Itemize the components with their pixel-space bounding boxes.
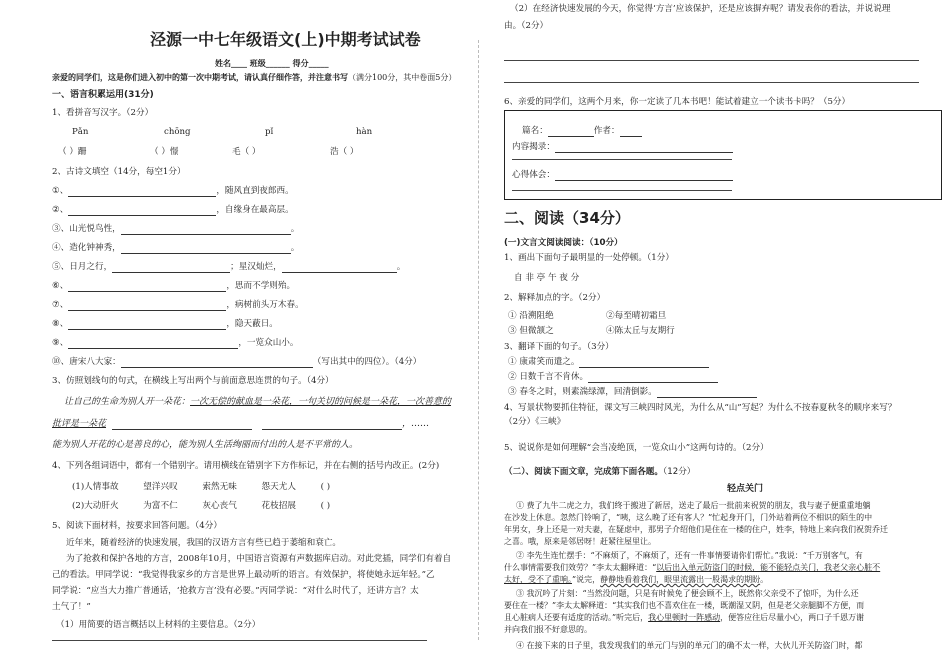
card-line[interactable] [512,159,732,160]
poem-prefix: ⑨、 [52,338,69,348]
section-2-heading: 二、阅读（34分） [504,209,630,227]
subsection-1-heading: (一)文言文阅读阅读：（10分） [504,238,623,248]
q1-word-4: 浩（ ） [330,147,359,157]
question-4: 4、下列各组词语中，都有一个错别字。请用横线在错别字下方作标记，并在右侧的括号内改正。(2分) [52,461,440,471]
q5-paragraph-3: 己的看法。甲同学说：“我觉得我家乡的方言是世界上最动听的语言。有效保护，将使她永远年轻。”乙 [52,570,435,580]
story-para-1a: ① 费了九牛二虎之力，我们终于搬进了新居，送走了最后一批前来祝贺的朋友，我与妻子便重重地躺 [516,501,871,510]
poem-line-5 [52,262,405,273]
right-column [490,0,950,671]
pinyin-3: pǐ [265,127,274,137]
answer-blank[interactable] [588,373,718,383]
r3-sentence: ② 日数千言不肯休。 [508,372,589,382]
sub2-points: （12分） [662,467,696,477]
card-content-label: 内容揭录： [512,142,555,152]
reading-q1-sentence: 自 非 亭 午 夜 分 [514,273,580,283]
para3c-text: 且心脏病人还要有适度的活动。”听完后， [504,613,649,622]
reading-q4-line-2: （2分）《三峡》 [504,417,566,427]
poem-line-2 [52,205,294,216]
word: 花枝招展 [261,501,296,511]
q5-sub-2-line-1: （2）在经济快速发展的今天，你觉得‘方言’应该保护，还是应该摒弃呢？请发表你的看法，并说说理 [510,4,891,14]
answer-blank[interactable] [282,263,397,273]
poem-line-4 [52,243,299,254]
answer-blank[interactable] [68,301,226,311]
card-book-label: 篇名： [522,126,548,136]
poem-text: ；星汉灿烂， [230,262,282,272]
q3-sentence-1 [64,397,451,408]
poem-prefix: ⑤、日月之行， [52,262,113,272]
card-author-label: 作者： [593,126,620,136]
answer-blank[interactable] [68,187,216,197]
book-field[interactable] [548,127,594,137]
answer-blank[interactable] [112,263,230,273]
answer-line[interactable] [504,60,919,61]
para2b-underlined: 以后出入单元防盗门的时候，能不能轻点关门，我老父亲心脏不 [656,563,881,572]
reading-q3: 3、翻译下面的句子。（3分） [504,342,614,352]
student-info: 姓名____ 班级______ 得分_____ [215,59,329,68]
card-row-3 [512,170,733,181]
poem-prefix: ⑥、 [52,281,69,291]
q1-word-1: （ ）跚 [58,147,87,157]
reading-q1: 1、画出下面句子最明显的一处停顿。（1分） [504,253,674,263]
q3-sentence-2 [52,419,429,430]
poem-line-8 [52,319,278,330]
q5-paragraph-5: 土气了！” [52,602,91,612]
pinyin-2: chōng [164,127,191,137]
reading-q2: 2、解释加点的字。（2分） [504,293,606,303]
reading-card [504,110,942,200]
q3-underlined-2: 批评是一朵花 [52,419,107,429]
q3-lead: 让自己的生命为别人开一朵花： [64,397,191,407]
r3-item-2 [508,372,718,383]
answer-blank[interactable] [657,388,757,398]
story-para-3d: 并向我们报不好意思的。 [504,625,592,634]
poem-text: ，隐天蔽日。 [226,319,278,329]
para2c-wavy: 静静地看着我们，眼里流露出一股渴求的期盼 [600,575,761,584]
question-6: 6、亲爱的同学们，这两个月来，你一定读了几本书吧！能试着建立一个读书卡吗？（5分） [504,97,851,107]
para3c-tail: ，便答应往后尽量小心，两口子千恩万谢 [720,613,865,622]
answer-blank[interactable] [68,339,238,349]
para2c-end: 。 [760,575,769,584]
section-1-heading: 一、语言积累运用(31分) [52,90,154,100]
story-title: 轻点关门 [727,484,764,494]
card-line[interactable] [512,190,732,191]
poem-prefix: ②、 [52,205,69,215]
pinyin-4: hàn [356,127,373,137]
pinyin-1: Pǎn [72,127,89,137]
answer-line[interactable] [52,640,427,641]
column-divider [478,40,479,640]
intro-note: （满分100分，其中卷面5分） [348,73,457,82]
reading-q4-line-1: 4、写景状物要抓住特征，课文写三峡四时风光，为什么从“山”写起？为什么不按春夏秋冬的顺序来写？ [504,403,897,413]
poem-text: ，随风直到夜郎西。 [216,186,294,196]
q4-row-1 [72,482,330,493]
q5-paragraph-2: 为了抢救和保护各地的方言，2008年10月，中国语言资源有声数据库启动。对此党插，同学们有着自 [66,554,452,564]
para2b-text: 什么事情需要我们效劳？”李太太翻释道：“ [504,563,657,572]
poem-line-10 [52,357,421,368]
r2-item-3: ③ 但微颔之 [508,326,554,336]
reading-q5: 5、说说你是如何理解“会当凌绝顶，一览众山小”这两句诗的。（2分） [504,443,769,453]
r3-sentence: ① 康肃笑而遣之。 [508,357,580,367]
word: (1)人情事故 [72,482,119,492]
poem-line-1 [52,186,294,197]
story-para-1c: 年男女，身上还是一对夫妻，在疑虑中，那男子介绍他们是住在一楼的住户，姓李，特地上来向我们祝贺乔迁 [504,525,888,534]
left-column [0,0,470,671]
answer-blank[interactable] [112,420,252,430]
story-para-2c [504,574,768,585]
content-field[interactable] [555,143,733,153]
q3-sentence-3: 能为别人开花的心是善良的心，能为别人生活绚丽而付出的人是不平常的人。 [52,440,359,450]
feel-field[interactable] [555,171,733,181]
r2-item-1: ① 沿溯阻绝 [508,311,554,321]
answer-blank[interactable] [121,244,291,254]
intro-text: 亲爱的同学们，这是你们进入初中的第一次中期考试，请认真仔细作答，并注意书写 [52,72,348,82]
para2c-underlined: 太好，受不了重响。 [504,575,572,584]
q1-word-3: 毛（ ） [232,147,261,157]
answer-bracket[interactable]: ( ) [320,501,331,511]
intro [52,72,456,83]
r3-sentence: ③ 春冬之时，则素湍绿潭，回清倒影。 [508,387,657,397]
r2-item-2: ②每至晴初霜旦 [606,311,667,321]
answer-blank[interactable] [121,225,291,235]
r3-item-3 [508,387,757,398]
poem-prefix: ⑧、 [52,319,69,329]
poem-line-7 [52,300,304,311]
card-feel-label: 心得体会： [512,170,555,180]
story-para-2a: ② 李先生连忙摆手：“不麻烦了，不麻烦了，还有一件事情要请你们帮忙。”我说：“千万别客气，有 [516,551,863,560]
poem-prefix: ③、山光悦鸟性， [52,224,121,234]
r2-item-4: ④陈太丘与友期行 [606,326,675,336]
poem-text: ，思而不学则殆。 [226,281,296,291]
poem-line-6 [52,281,295,292]
poem-text: （写出其中的四位）。（4分） [312,357,422,367]
answer-blank[interactable] [121,358,313,368]
poem-line-9 [52,338,298,349]
word: 望洋兴叹 [143,482,178,492]
story-para-1d: 之喜。哦，原来是邻居呀！赶紧往屋里让。 [504,537,656,546]
story-para-4: ④ 在接下来的日子里，我发现我们的单元门与别的单元门的确不太一样，大伙儿开关防盗门时，都 [516,641,863,650]
q3-underlined: 一次无偿的献血是一朵花，一句关切的问候是一朵花，一次善意的 [190,397,452,407]
poem-text: ，一览众山小。 [238,338,299,348]
answer-blank[interactable] [262,420,402,430]
story-para-3b: 要住在一楼？”李太太解释道：“其实我们也不喜欢住在一楼，既潮湿又阴，但是老父亲腿脚不方便，而 [504,601,865,610]
poem-prefix: ⑩、唐宋八大家： [52,357,121,367]
poem-text: ，病树前头万木春。 [226,300,304,310]
q5-sub-1: （1）用简要的语言概括以上材料的主要信息。（2分） [56,620,261,630]
answer-blank[interactable] [579,358,709,368]
answer-blank[interactable] [68,206,216,216]
word: 索然无味 [202,482,237,492]
word: 为富不仁 [143,501,178,511]
q4-row-2 [72,501,330,512]
poem-prefix: ④、造化钟神秀， [52,243,121,253]
story-para-3a: ③ 我沉吟了片刻：“当然没问题，只是有时候免了便会顾不上，既然你父亲受不了惊吓，为什么还 [516,589,859,598]
para2c-text: ”说完， [572,575,601,584]
card-row-2 [512,142,733,153]
story-para-3c [504,612,864,623]
story-para-2b [504,562,880,573]
poem-text: 。 [290,224,300,234]
question-3: 3、仿照划线句的句式，在横线上写出两个与前面意思连贯的句子。（4分） [52,376,334,386]
q3-ellipsis: ，…… [402,419,430,429]
word: 灰心丧气 [202,501,237,511]
answer-bracket[interactable]: ( ) [320,482,331,492]
poem-line-3 [52,224,299,235]
poem-text: 。 [396,262,406,272]
q5-paragraph-4: 同学说：“应当大力推广普通话，‘抢救方言’没有必要。”丙同学说：“对什么时代了，还讲方言？太 [52,586,419,596]
word: (2)大动肝火 [72,501,119,511]
question-5: 5、阅读下面材料，按要求回答问题。（4分） [52,521,222,531]
author-field[interactable] [620,127,642,137]
word: 怨天尤人 [261,482,296,492]
exam-title: 泾源一中七年级语文(上)中期考试试卷 [150,30,421,49]
story-para-1b: 在沙发上休息。忽然门铃响了，“咦，这么晚了还有客人？”忙起身开门，门外站着两位不相识的陌生的中 [504,513,873,522]
answer-line[interactable] [504,82,919,83]
q1-word-2: （ ）憬 [150,147,179,157]
answer-blank[interactable] [68,320,226,330]
poem-text: 。 [290,243,300,253]
answer-blank[interactable] [68,282,226,292]
card-row-1 [522,126,642,137]
sub2-title: （二）、阅读下面文章，完成第下面各题。 [504,467,663,477]
question-1: 1、看拼音写汉字。（2分） [52,108,154,118]
q5-sub-2-line-2: 由。（2分） [504,21,549,31]
poem-text: ，自缘身在最高层。 [216,205,294,215]
para3c-underlined: 我心里顿时一阵感动 [648,613,721,622]
r3-item-1 [508,357,709,368]
poem-prefix: ⑦、 [52,300,69,310]
question-2: 2、古诗文填空（14分，每空1分） [52,167,186,177]
q5-paragraph-1: 近年来，随着经济的快速发展，我国的汉语方言有些已趋于萎缩和衰亡。 [66,538,342,548]
poem-prefix: ①、 [52,186,69,196]
subsection-2-heading [504,467,695,478]
